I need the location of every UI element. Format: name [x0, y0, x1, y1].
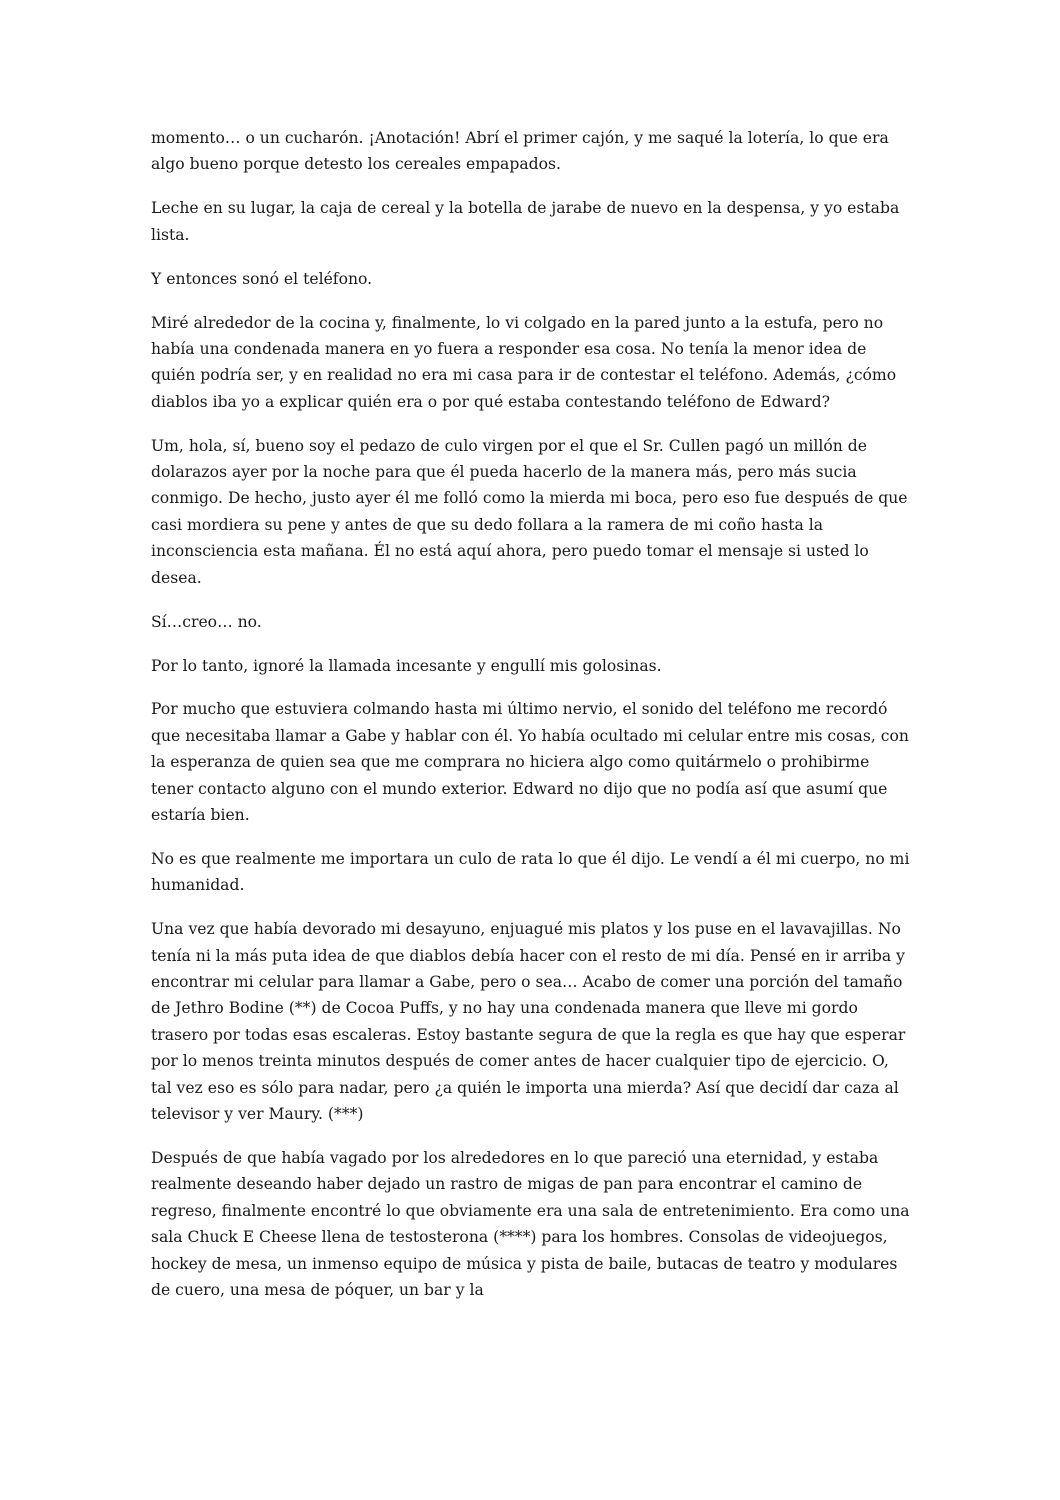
paragraph: Um, hola, sí, bueno soy el pedazo de culo virgen por el que el Sr. Cullen pagó un millón de dolarazos ayer por la noche para que él pueda hacerlo de la manera más, pero más sucia conmigo. De hecho, justo ayer él me folló como la mierda mi boca, pero eso fue después de que casi mordiera su pene y antes de que su dedo follara a la ramera de mi coño hasta la inconsciencia esta mañana. Él no está aquí ahora, pero puedo tomar el mensaje si usted lo desea.	[151, 436, 908, 587]
paragraph: No es que realmente me importara un culo de rata lo que él dijo. Le vendí a él mi cuerpo, no mi humanidad.	[151, 849, 910, 895]
paragraph: momento… o un cucharón. ¡Anotación! Abrí el primer cajón, y me saqué la lotería, lo que era algo bueno porque detesto los cereales empapados.	[151, 129, 889, 174]
paragraph: Miré alrededor de la cocina y, finalmente, lo vi colgado en la pared junto a la estufa, pero no había una condenada manera en yo fuera a responder esa cosa. No tenía la menor idea de quién podría ser, y en realidad no era mi casa para ir de contestar el teléfono. Además, ¿cómo diablos iba yo a explicar quién era o por qué estaba contestando teléfono de Edward?	[151, 313, 897, 411]
paragraph: Por lo tanto, ignoré la llamada incesante y engullí mis golosinas.	[151, 656, 662, 675]
body-text	[151, 125, 911, 1321]
paragraph: Y entonces sonó el teléfono.	[151, 269, 373, 288]
paragraph: Una vez que había devorado mi desayuno, enjuagué mis platos y los puse en el lavavajillas. No tenía ni la más puta idea de que diablos debía hacer con el resto de mi día. Pensé en ir arriba y encontrar mi celular para llamar a Gabe, pero o sea… Acabo de comer una porción del tamaño de Jethro Bodine (**) de Cocoa Puffs, y no hay una condenada manera que lleve mi gordo trasero por todas esas escaleras. Estoy bastante segura de que la regla es que hay que esperar por lo menos treinta minutos después de comer antes de hacer cualquier tipo de ejercicio. O, tal vez eso es sólo para nadar, pero ¿a quién le importa una mierda? Así que decidí dar caza al televisor y ver Maury. (***)	[151, 920, 906, 1124]
paragraph: Por mucho que estuviera colmando hasta mi último nervio, el sonido del teléfono me recordó que necesitaba llamar a Gabe y hablar con él. Yo había ocultado mi celular entre mis cosas, con la esperanza de quien sea que me comprara no hiciera algo como quitármelo o prohibirme tener contacto alguno con el mundo exterior. Edward no dijo que no podía así que asumí que estaría bien.	[151, 700, 909, 825]
paragraph: Sí…creo… no.	[151, 612, 262, 631]
paragraph: Leche en su lugar, la caja de cereal y la botella de jarabe de nuevo en la despensa, y yo estaba lista.	[151, 199, 900, 244]
paragraph: Después de que había vagado por los alrededores en lo que pareció una eternidad, y estaba realmente deseando haber dejado un rastro de migas de pan para encontrar el camino de regreso, finalmente encontré lo que obviamente era una sala de entretenimiento. Era como una sala Chuck E Cheese llena de testosterona (****) para los hombres. Consolas de videojuegos, hockey de mesa, un inmenso equipo de música y pista de baile, butacas de teatro y modulares de cuero, una mesa de póquer, un bar y la	[151, 1149, 910, 1300]
